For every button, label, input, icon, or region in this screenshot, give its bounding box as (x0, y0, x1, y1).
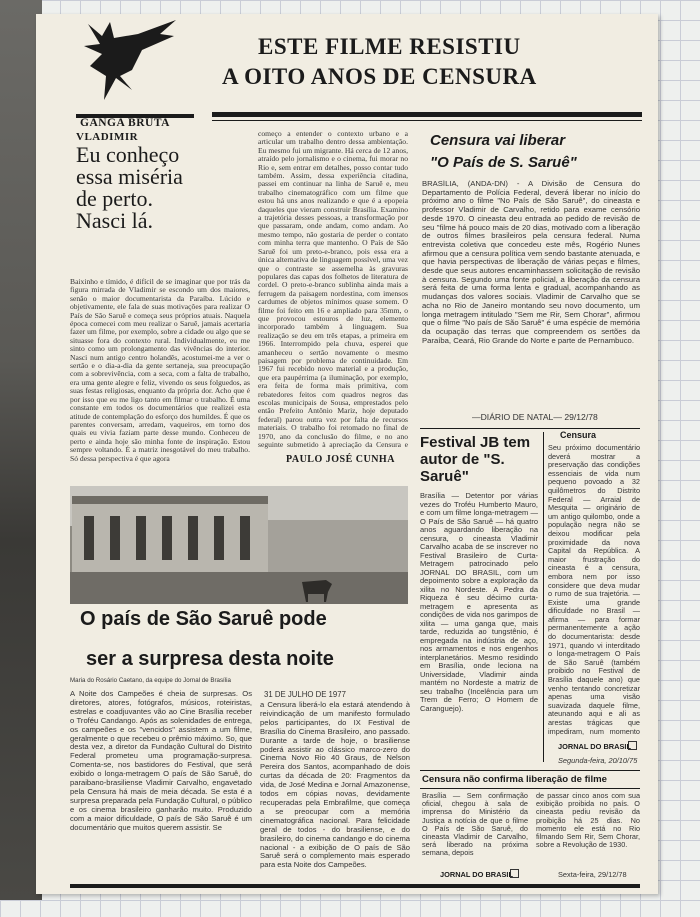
article-body-col2: a Censura liberá-lo ela estará atendendo à reivindicação de um manifesto formulado pelos participantes, do IX Festival de Brasília do Cinema Brasileiro, ano passado. Durante a tarde de hoje, o brasiliense poderá assistir ao clássico marco-zero do Cinema Novo Rio 40 Graus, de Nelson Pereira dos Santos, acompanhado de dois curtas da década de 20: Fragmentos da vida, de José Medina e Jornal Amazonense, todos em cópias novas, devidamente recuperadas pela Embrafilme, que começa a se preocupar com a memória cinematográfica nacional. Para felicidade geral de todos - do brasiliense, e do brasileiro, do cinema candango e do cinema nacional - a exibição de O país de São Saruê será o complemento mais esperado para esta Noite dos Campeões. (260, 701, 410, 869)
festival-headline: Festival JB tem autor de "S. Saruê" (420, 434, 531, 485)
diario-de-natal-source: —DIÁRIO DE NATAL— 29/12/78 (472, 412, 598, 422)
interview-body-col2: começo a entender o contexto urbano e a articular um trabalho dentro dessa ambientação. Eu mesmo fui um migrante. Há cerca de 12 anos, atraído pelo jornalismo e o cinema, fui morar no Rio e, sem entrar em detalhes, posso contar tudo também. Assim, dessa experiência citadina, passei em continuar na linha de Saruê e, meu trabalho cinematográfico com um filme que estou há uns anos realizando e que é a epopeia daqueles que vieram construir Brasília. Examino a trajetória desses pessoas, a transformação por que passaram, onde andam, como andam. Ao mesmo tempo, não gostaria de perder o contato com minha terra que mantenho. O País de São Saruê foi um preto-e-branco, pois essa era a única alternativa de linguagem possível, uma vez que o contraste se assemelha às gravuras populares das capas dos folhetos de literatura de cordel. O preto-e-branco sublinha ainda mais a ferrugem da paisagem nordestina, com imensos cardumes de objetos mínimos quase somem. O filme foi feito em 16 e ampliado para 35mm, o que provocou estouros de luz, elemento incorporado também à linguagem. Sua realização se deu em três etapas, a primeira em 1966. Interrompido pela chuva, esperei que amanheceu o sertão novamente o mesmo paisagem por problema de continuidade. Em 1967 fui recebido novo material e a produção, que era paupérrima (a iluminação, por exemplo, era feita de forma mais primitiva, com rebatedores feitos com quadros negros das escolas municipais de Sousa, emprestados pelo então Prefeito Antônio Mariz, hoje deputado federal) parou outra vez por falta de recursos materiais. O trabalho foi retomado no final de 1970, ano da conclusão do filme, e no ano seguinte submetido à apreciação da Censura e (258, 130, 408, 450)
article-body-col1: A Noite dos Campeões é cheia de surpresas. Os diretores, atores, fotógrafos, músicos, roteiristas, estrelas e coadjuvantes vão ao Cine Brasília receber o Troféu Candango. Após as solenidades de entrega, os campeões e os "vencidos" assistem a um filme, geralmente o que recebeu o prêmio máximo. So, que desta vez, a diretor da Fundação Cultural do Distrito Federal prometeu uma programação-surpresa. Comenta-se, nos bastidores do Festival, que será exibido o longa-metragem O país de São Saruê, do paraibano-brasiliense Vladimir Carvalho, engavetado pela Censura há mais de meia década. Se esta é a surpresa preparada pela Fundação Cultural, o público e os cinema brasileiro ganharão muito. Produzido com a maior dificuldade, O país de São Saruê é um documentário que muitos querem assistir. Se (70, 690, 252, 832)
festival-body: Brasília — Detentor por várias vezes do Troféu Humberto Mauro, e com um filme longa-metragem — O País de São Saruê — há quatro anos aguardando liberação na censura, o cineasta Vladimir Carvalho acaba de se inscrever no Festival Brasileiro de Curta-Metragem patrocinado pelo JORNAL DO BRASIL, com um depoimento sobre a exploração da xilita no Nordeste. A Pedra da Riqueza é seu décimo curta-metragem e apresenta as condições de vida nos garimpos de xilita — uma ganga que, mais tarde, reduzida ao tungstênio, é empregada na indústria de aço, nos armamentos e nos engenhos interplanetários. Mesmo residindo em Brasília, onde leciona na Universidade, Vladimir ainda mantém no Nordeste a matriz de seu trabalho (Incelência para um Trem de Ferro; O Homem de Caranguejo). (420, 492, 538, 713)
big-headline-line-2: ser a surpresa desta noite (86, 648, 334, 670)
censura-right-date: Segunda-feira, 20/10/75 (558, 756, 638, 765)
jornal-do-brasil-source: JORNAL DO BRASIL (558, 742, 631, 751)
censura-right-body: Seu próximo documentário deverá mostrar a preservação das condições essenciais de vida num pequeno povoado a 32 quilômetros do Distrito Federal — Arraial de Mesquita — originário de um antigo quilombo, onde a população negra não se deixou modificar pela proximidade da nova Capital da República. A maior frustração do cineasta é a censura, embora nem por isso considere que deva mudar o rumo de sua trajetória. — Existe uma grande dificuldade no Brasil — afirma — para formar permanentemente a ação do documentarista: desde 1971, quando vi interditado o longa-metragem O País de São Saruê (também proibido no Festival de Brasília daquele ano) que venho tentando concretizar apenas uma visão suavizada daquele filme, ateunando aqui e ali as arestas trágicas que impediram, num momento (548, 444, 640, 736)
bottom-top-rule (420, 770, 640, 771)
article-date: 31 DE JULHO DE 1977 (264, 690, 346, 699)
article-author: Maria do Rosário Caetano, da equipe do Jornal de Brasília (70, 677, 231, 684)
section-rule (420, 428, 640, 429)
bottom-source-box-icon (510, 869, 519, 878)
bottom-body-col1: Brasília — Sem confirmação oficial, chegou à sala de imprensa do Ministério da Justiça a notícia de que o filme O País de São Saruê, do cineasta Vladimir de Carvalho, será liberado na próxima semana, depois (422, 792, 528, 858)
censura-headline-line-1: Censura vai liberar (430, 132, 566, 149)
bottom-headline-rule (420, 788, 640, 789)
source-box-icon (628, 741, 637, 750)
censura-body: BRASÍLIA, (ANDA-DN) - A Divisão de Censura do Departamento de Polícia Federal, deverá liberar no início do próximo ano o filme "No País de São Saruê", do cineasta e professor Vladimir de Carvalho, retido para exame censório desde 1970. O cineasta deu entrada ao pedido de revisão de seu "filme há pouco mais de 20 dias, motivado com a liberação de outros filmes brasileiros pela censura federal. Numa entrevista coletiva que concedeu este mês, Rogério Nunes afirmou que a censura política vem sendo bastante atenuada, e que havia perspectivas de liberação de várias peças e filmes, desde que seus autores encaminhassem solicitação de revisão à censura. Segundo uma fonte policial, a liberação da censura será feita de uma forma lenta e gradual, acompanhando as mudanças dos valores sociais. Vladimir de Carvalho que se acha no Rio de Janeiro montando seu novo documento, um longa metragem intitulado "Sem me Rir, Sem Chorar", afirmou que o filme "No país de São Saruê" é uma espécie de memória da ocupação das terras que compreendem os sertões da Paraíba, Ceará, Rio Grande do Norte e parte de Pernambuco. (422, 180, 640, 345)
ganga-bruta-label: GANGA BRUTA (80, 117, 170, 129)
censura-right-title: Censura (560, 430, 597, 440)
masthead-rule (212, 112, 642, 117)
author-byline: PAULO JOSÉ CUNHA (286, 454, 395, 465)
interview-headline: Eu conheço essa miséria de perto. Nasci lá. (76, 142, 183, 233)
page-bottom-rule (70, 884, 640, 888)
bottom-date: Sexta-feira, 29/12/78 (558, 870, 627, 879)
masthead-line-2: A OITO ANOS DE CENSURA (222, 64, 537, 89)
interviewee-name: VLADIMIR (76, 131, 139, 143)
bottom-body-col2: de passar cinco anos com sua exibição proibida no país. O cineasta pediu revisão da proibição há 25 dias. No momento ele está no Rio filmando Sem Rir, Sem Chorar, sobre a Revolução de 1930. (536, 792, 640, 850)
column-divider (543, 432, 544, 762)
bottom-source: JORNAL DO BRASIL (440, 870, 513, 879)
censura-headline-line-2: "O País de S. Saruê" (430, 154, 577, 171)
village-photo (70, 486, 408, 604)
bottom-headline: Censura não confirma liberação de filme (422, 774, 608, 785)
interview-body-col1: Baixinho e tímido, é difícil de se imaginar que por trás da figura mirrada de Vladimir se escondo um dos maiores, senão o maior documentarista da Paraíba. Lúcido e objetivamente, ele fala de suas motivações para realizar O País de São Saruê e começa seus próprios atuais. Naquela época comecei com meu realizar o Saruê, jamais acertaria fazer um filme, por exemplo, sobre a cidade ou algo que se situasse fora do contexto rural. Individualmente, eu me sinto como um prolongamento das vivências do interior. Nasci num antigo centro holandês, acostumei-me a ver o sertão e o dia-a-dia da gente sertaneja, sua preocupação com a sobrevivência, com a seca, com a falta de trabalho, era uma gente alegre e feliz, vivendo os seus folguedos, as suas festas religiosas, enquanto da própria dor. Acho que é por isso que eu me ligo tanto em filmar o trabalho. É uma constante em todos os documentários que realizei esta atitude de contemplação do esforço dos humildes. É que os parentes conversam, arredam, vaqueiros, em torno dos quais eu vivia faziam parte desse mundo. Conheceu de perto e ainda hoje são minha fonte de inspiração. Estou sempre voltando. É a matriz inesgotável do meu trabalho. Só dessa perspectiva é que agora (70, 278, 250, 463)
masthead-line-1: ESTE FILME RESISTIU (258, 34, 521, 59)
newspaper-clipping-sheet (36, 14, 658, 894)
big-headline-line-1: O país de São Saruê pode (80, 608, 327, 630)
masthead-rule-thin (212, 120, 642, 121)
ganga-bruta-bird-logo (80, 16, 180, 106)
